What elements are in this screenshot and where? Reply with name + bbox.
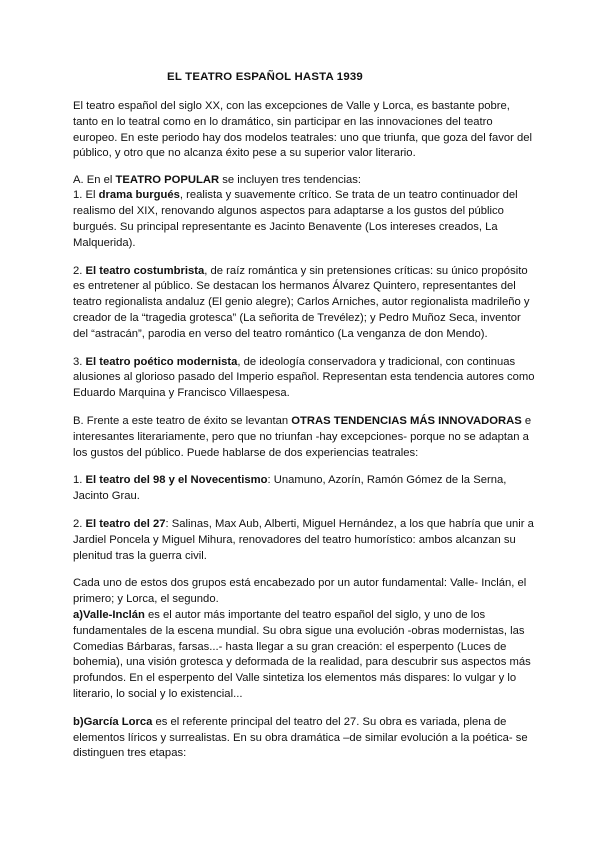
document-title: EL TEATRO ESPAÑOL HASTA 1939 bbox=[167, 71, 363, 83]
item-teatro-27: 2. El teatro del 27: Salinas, Max Aub, Alberti, Miguel Hernández, a los que habría que unir a Jardiel Poncela y Miguel Mihura, renovadores del teatro humorístico: ambos alcanzan su plenitud tras la guerra civil. bbox=[73, 518, 534, 562]
valle-inclan-bold: a)Valle-Inclán bbox=[73, 609, 145, 622]
section-a-heading: A. En el TEATRO POPULAR se incluyen tres tendencias: bbox=[73, 173, 362, 186]
item-teatro-poetico-bold: El teatro poético modernista bbox=[85, 355, 238, 368]
intro-paragraph: El teatro español del siglo XX, con las excepciones de Valle y Lorca, es bastante pobre, tanto en lo teatral como en lo dramático, sin participar en las innovaciones del teatro europeo. En este periodo hay dos modelos teatrales: uno que triunfa, que goza del favor del público, y otro que no alcanza éxito pese a su superior valor literario. bbox=[73, 100, 533, 160]
valle-inclan-paragraph: a)Valle-Inclán es el autor más importante del teatro español del siglo, y uno de los fundamentales de la escena mundial. Su obra sigue una evolución -obras modernistas, las Comedias Bárbaras, farsas...- hasta llegar a su gran creación: el esperpento (Luces de bohemia), una visión grotesca y deformada de la realidad, para descubrir sus aspectos más profundos. En el esperpento del Valle sintetiza los elementos más dispares: lo vulgar y lo literario, lo social y lo existencial... bbox=[73, 609, 531, 700]
item-teatro-costumbrista-bold: El teatro costumbrista bbox=[85, 264, 205, 277]
item-drama-burgues-bold: drama burgués bbox=[98, 189, 180, 202]
section-b-bold: OTRAS TENDENCIAS MÁS INNOVADORAS bbox=[291, 415, 522, 428]
section-b-heading: B. Frente a este teatro de éxito se levantan OTRAS TENDENCIAS MÁS INNOVADORAS e interesantes literariamente, pero que no triunfan -hay excepciones- porque no se adaptan a los gustos del público. Puede hablarse de dos experiencias teatrales: bbox=[73, 415, 532, 459]
garcia-lorca-bold: b)García Lorca bbox=[73, 715, 153, 728]
item-teatro-27-bold: El teatro del 27 bbox=[85, 518, 166, 531]
groups-paragraph: Cada uno de estos dos grupos está encabezado por un autor fundamental: Valle- Inclán, el primero; y Lorca, el segundo. bbox=[73, 577, 527, 606]
document-body bbox=[73, 99, 535, 762]
section-a-bold: TEATRO POPULAR bbox=[115, 173, 220, 186]
item-teatro-costumbrista: 2. El teatro costumbrista, de raíz romántica y sin pretensiones críticas: su único propósito es entretener al público. Se destacan los hermanos Álvarez Quintero, representantes del teatro regionalista andaluz (El genio alegre); Carlos Arniches, autor regionalista madrileño y creador de la “tragedia grotesca” (La señorita de Trevélez); y Pedro Muñoz Seca, inventor del “astracán”, parodia en verso del teatro romántico (La venganza de don Mendo). bbox=[73, 264, 530, 340]
item-teatro-98-bold: El teatro del 98 y el Novecentismo bbox=[85, 474, 268, 487]
garcia-lorca-paragraph: b)García Lorca es el referente principal del teatro del 27. Su obra es variada, plena de elementos líricos y surrealistas. En su obra dramática –de similar evolución a la poética- se distinguen tres etapas: bbox=[73, 715, 528, 760]
item-drama-burgues: 1. El drama burgués, realista y suavemente crítico. Se trata de un teatro continuador del realismo del XIX, renovando algunos aspectos para adaptarse a los gustos del público burgués. Su principal representante es Jacinto Benavente (Los intereses creados, La Malquerida). bbox=[73, 189, 518, 249]
item-teatro-98: 1. El teatro del 98 y el Novecentismo: Unamuno, Azorín, Ramón Gómez de la Serna, Jacinto Grau. bbox=[73, 474, 507, 503]
item-teatro-poetico: 3. El teatro poético modernista, de ideología conservadora y tradicional, con continuas alusiones al glorioso pasado del Imperio español. Representan esta tendencia autores como Eduardo Marquina y Francisco Villaespesa. bbox=[73, 355, 535, 400]
